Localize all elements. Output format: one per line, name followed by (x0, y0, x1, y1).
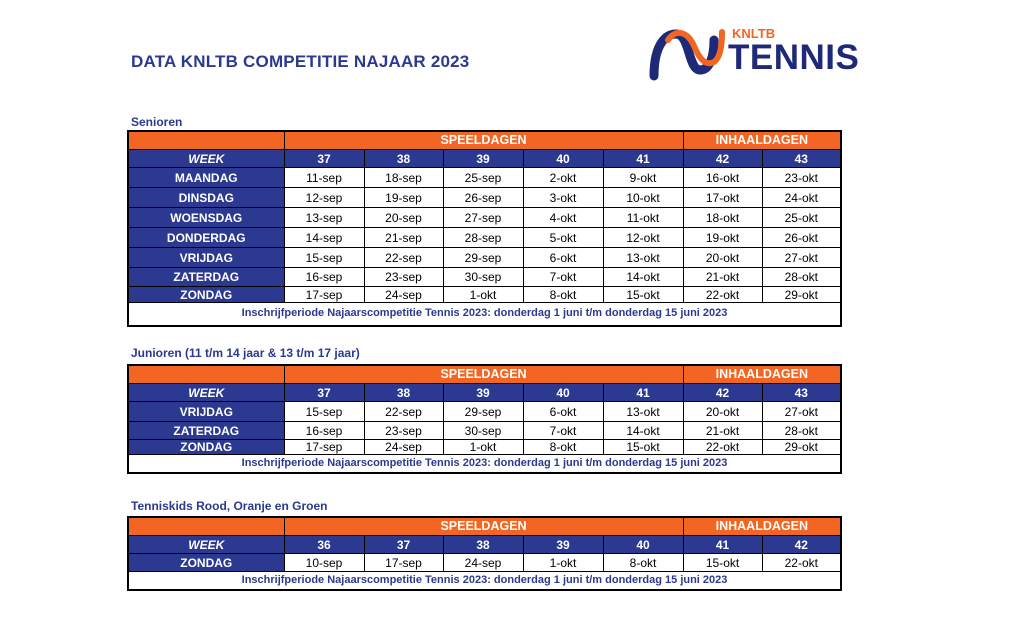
week-row (129, 536, 840, 554)
week-number: 43 (762, 384, 840, 402)
date-cell: 15-okt (603, 287, 683, 303)
date-cell: 8-okt (523, 287, 603, 303)
day-label: ZATERDAG (129, 268, 284, 287)
week-label: WEEK (129, 150, 284, 168)
date-cell: 29-okt (762, 440, 840, 455)
registration-period-note: Inschrijfperiode Najaarscompetitie Tennis 2023: donderdag 1 juni t/m donderdag 15 juni 2023 (129, 572, 840, 589)
date-cell: 29-sep (443, 402, 523, 422)
day-label: WOENSDAG (129, 208, 284, 228)
inhaaldagen-header: INHAALDAGEN (683, 366, 840, 384)
week-number: 37 (364, 536, 443, 554)
table-row (129, 287, 840, 303)
date-cell: 24-sep (364, 287, 443, 303)
date-cell: 14-okt (603, 268, 683, 287)
week-number: 41 (603, 150, 683, 168)
table-row (129, 422, 840, 440)
date-cell: 9-okt (603, 168, 683, 188)
date-cell: 13-okt (603, 248, 683, 268)
week-number: 42 (762, 536, 840, 554)
date-cell: 27-sep (443, 208, 523, 228)
week-number: 39 (523, 536, 603, 554)
date-cell: 22-sep (364, 248, 443, 268)
date-cell: 15-okt (683, 554, 762, 572)
week-number: 38 (443, 536, 523, 554)
table-senioren (127, 130, 842, 327)
date-cell: 30-sep (443, 422, 523, 440)
wave-logo-icon (648, 26, 728, 82)
date-cell: 17-sep (284, 287, 364, 303)
day-label: ZONDAG (129, 440, 284, 455)
registration-period-note: Inschrijfperiode Najaarscompetitie Tennis 2023: donderdag 1 juni t/m donderdag 15 juni 2023 (129, 303, 840, 325)
speeldagen-header: SPEELDAGEN (284, 132, 683, 150)
date-cell: 16-okt (683, 168, 762, 188)
speeldagen-header: SPEELDAGEN (284, 366, 683, 384)
inhaaldagen-header: INHAALDAGEN (683, 132, 840, 150)
week-row (129, 384, 840, 402)
date-cell: 24-sep (443, 554, 523, 572)
table-row (129, 208, 840, 228)
header-blank (129, 366, 284, 384)
date-cell: 26-sep (443, 188, 523, 208)
week-number: 42 (683, 150, 762, 168)
date-cell: 13-okt (603, 402, 683, 422)
date-cell: 18-okt (683, 208, 762, 228)
day-label: ZONDAG (129, 554, 284, 572)
date-cell: 10-sep (284, 554, 364, 572)
date-cell: 20-sep (364, 208, 443, 228)
week-number: 42 (683, 384, 762, 402)
table-tenniskids (127, 516, 842, 591)
date-cell: 10-okt (603, 188, 683, 208)
date-cell: 21-okt (683, 268, 762, 287)
logo-tennis-text: TENNIS (728, 38, 860, 77)
header-blank (129, 132, 284, 150)
date-cell: 6-okt (523, 402, 603, 422)
date-cell: 23-okt (762, 168, 840, 188)
date-cell: 22-okt (683, 440, 762, 455)
date-cell: 14-okt (603, 422, 683, 440)
date-cell: 3-okt (523, 188, 603, 208)
date-cell: 26-okt (762, 228, 840, 248)
table-row (129, 248, 840, 268)
week-label: WEEK (129, 536, 284, 554)
day-label: MAANDAG (129, 168, 284, 188)
date-cell: 11-okt (603, 208, 683, 228)
day-label: VRIJDAG (129, 248, 284, 268)
date-cell: 16-sep (284, 268, 364, 287)
header-row (129, 132, 840, 150)
date-cell: 22-okt (683, 287, 762, 303)
week-number: 38 (364, 150, 443, 168)
date-cell: 7-okt (523, 422, 603, 440)
date-cell: 14-sep (284, 228, 364, 248)
day-label: ZONDAG (129, 287, 284, 303)
section-title-junioren: Junioren (11 t/m 14 jaar & 13 t/m 17 jaar) (131, 346, 360, 360)
date-cell: 12-okt (603, 228, 683, 248)
date-cell: 2-okt (523, 168, 603, 188)
day-label: ZATERDAG (129, 422, 284, 440)
table-row (129, 440, 840, 455)
header-row (129, 518, 840, 536)
date-cell: 6-okt (523, 248, 603, 268)
section-title-tenniskids: Tenniskids Rood, Oranje en Groen (131, 499, 328, 513)
registration-period-note: Inschrijfperiode Najaarscompetitie Tennis 2023: donderdag 1 juni t/m donderdag 15 juni 2023 (129, 455, 840, 472)
date-cell: 28-okt (762, 422, 840, 440)
date-cell: 23-sep (364, 422, 443, 440)
day-label: VRIJDAG (129, 402, 284, 422)
date-cell: 25-okt (762, 208, 840, 228)
date-cell: 16-sep (284, 422, 364, 440)
date-cell: 22-okt (762, 554, 840, 572)
section-title-senioren: Senioren (131, 115, 183, 129)
date-cell: 17-okt (683, 188, 762, 208)
date-cell: 23-sep (364, 268, 443, 287)
table-row (129, 554, 840, 572)
date-cell: 11-sep (284, 168, 364, 188)
date-cell: 4-okt (523, 208, 603, 228)
date-cell: 8-okt (603, 554, 683, 572)
table-row (129, 188, 840, 208)
date-cell: 17-sep (364, 554, 443, 572)
header-row (129, 366, 840, 384)
date-cell: 21-sep (364, 228, 443, 248)
date-cell: 22-sep (364, 402, 443, 422)
date-cell: 29-sep (443, 248, 523, 268)
footer-row (129, 303, 840, 325)
week-row (129, 150, 840, 168)
table-row (129, 268, 840, 287)
date-cell: 15-sep (284, 248, 364, 268)
date-cell: 12-sep (284, 188, 364, 208)
week-number: 36 (284, 536, 364, 554)
date-cell: 29-okt (762, 287, 840, 303)
week-number: 41 (603, 384, 683, 402)
speeldagen-header: SPEELDAGEN (284, 518, 683, 536)
logo-knltb-text: KNLTB (732, 26, 776, 41)
week-number: 39 (443, 150, 523, 168)
date-cell: 15-okt (603, 440, 683, 455)
footer-row (129, 572, 840, 589)
date-cell: 8-okt (523, 440, 603, 455)
week-number: 40 (523, 150, 603, 168)
week-number: 41 (683, 536, 762, 554)
date-cell: 21-okt (683, 422, 762, 440)
date-cell: 18-sep (364, 168, 443, 188)
date-cell: 19-sep (364, 188, 443, 208)
date-cell: 19-okt (683, 228, 762, 248)
table-row (129, 228, 840, 248)
date-cell: 24-sep (364, 440, 443, 455)
knltb-tennis-logo (648, 22, 860, 84)
date-cell: 17-sep (284, 440, 364, 455)
inhaaldagen-header: INHAALDAGEN (683, 518, 840, 536)
week-number: 40 (523, 384, 603, 402)
table-row (129, 168, 840, 188)
week-label: WEEK (129, 384, 284, 402)
week-number: 37 (284, 384, 364, 402)
day-label: DINSDAG (129, 188, 284, 208)
date-cell: 27-okt (762, 248, 840, 268)
date-cell: 20-okt (683, 402, 762, 422)
date-cell: 13-sep (284, 208, 364, 228)
day-label: DONDERDAG (129, 228, 284, 248)
date-cell: 1-okt (443, 287, 523, 303)
table-junioren (127, 364, 842, 474)
date-cell: 1-okt (443, 440, 523, 455)
date-cell: 28-okt (762, 268, 840, 287)
header-blank (129, 518, 284, 536)
date-cell: 27-okt (762, 402, 840, 422)
week-number: 40 (603, 536, 683, 554)
date-cell: 30-sep (443, 268, 523, 287)
date-cell: 24-okt (762, 188, 840, 208)
week-number: 39 (443, 384, 523, 402)
week-number: 38 (364, 384, 443, 402)
date-cell: 1-okt (523, 554, 603, 572)
date-cell: 5-okt (523, 228, 603, 248)
date-cell: 28-sep (443, 228, 523, 248)
date-cell: 25-sep (443, 168, 523, 188)
week-number: 43 (762, 150, 840, 168)
table-row (129, 402, 840, 422)
footer-row (129, 455, 840, 472)
page-title: DATA KNLTB COMPETITIE NAJAAR 2023 (131, 52, 470, 71)
date-cell: 15-sep (284, 402, 364, 422)
date-cell: 20-okt (683, 248, 762, 268)
week-number: 37 (284, 150, 364, 168)
date-cell: 7-okt (523, 268, 603, 287)
